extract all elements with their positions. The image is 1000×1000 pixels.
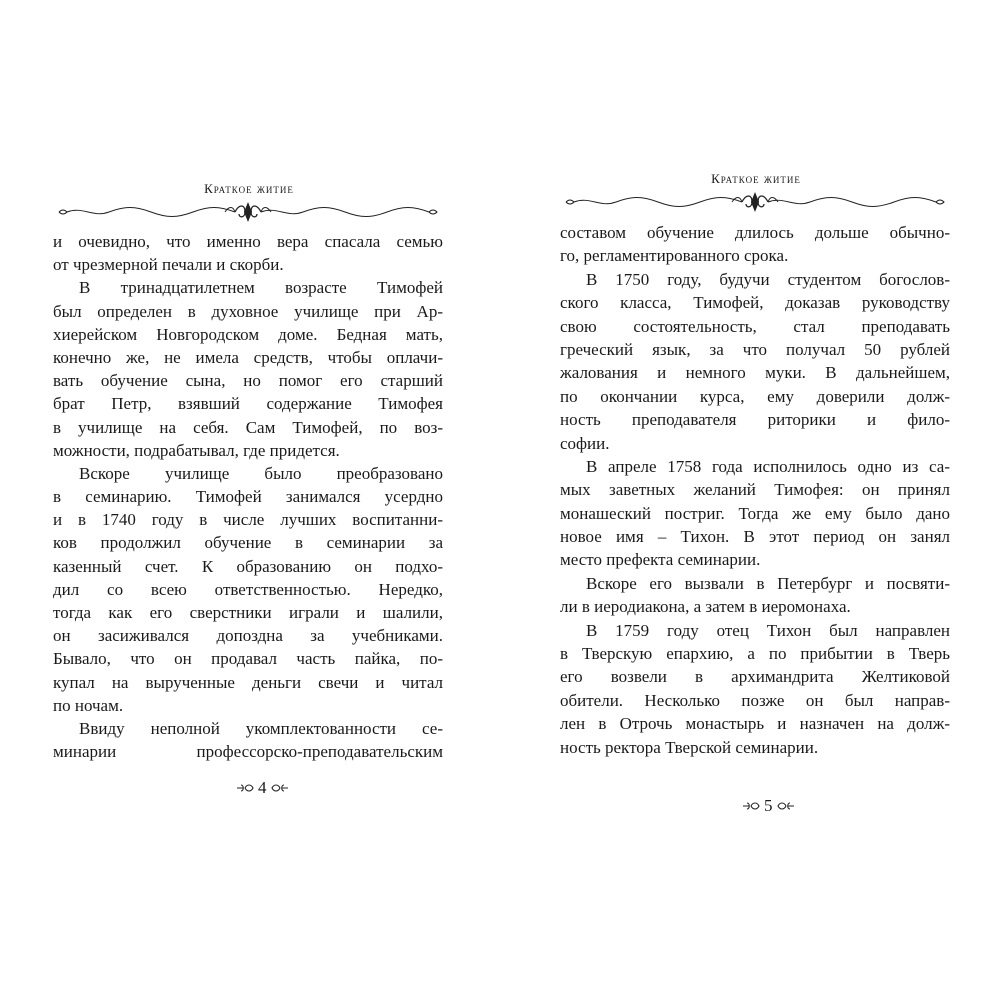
text-line: конечно же, не имела средств, чтобы оплачи- xyxy=(53,347,443,367)
text-line: софии. xyxy=(560,433,610,453)
text-line: обители. Несколько позже он был направ- xyxy=(560,690,950,710)
text-line: казенный счет. К образованию он подхо- xyxy=(53,556,443,576)
text-line: в училище на себя. Сам Тимофей, по воз- xyxy=(53,417,443,437)
text-line: брат Петр, взявший содержание Тимофея xyxy=(53,394,443,414)
page-number xyxy=(236,778,289,798)
text-line: и в 1740 году в числе лучших воспитанни- xyxy=(53,510,443,530)
text-line: ность ректора Тверской семинарии. xyxy=(560,737,819,757)
running-head: Краткое житие xyxy=(204,181,294,196)
text-line: Ввиду неполной укомплектованности се- xyxy=(79,718,443,738)
headband-ornament xyxy=(560,190,950,214)
text-line: в семинарию. Тимофей занимался усердно xyxy=(53,487,443,507)
text-line: в Тверскую епархию, а по прибытии в Тверь xyxy=(560,644,950,664)
running-head: Краткое житие xyxy=(711,171,801,186)
text-line: был определен в духовное училище при Ар- xyxy=(53,301,443,321)
body-text xyxy=(53,230,443,763)
text-line: от чрезмерной печали и скорби. xyxy=(53,255,284,275)
text-line: вать обучение сына, но помог его старший xyxy=(53,371,443,391)
text-line: можности, подрабатывал, где придется. xyxy=(53,440,340,460)
text-line: составом обучение длилось дольше обычно- xyxy=(560,223,950,242)
headband-ornament xyxy=(53,200,443,224)
page-number-value: 4 xyxy=(258,778,267,797)
text-line: В 1750 году, будучи студентом богослов- xyxy=(586,269,950,289)
text-line: ского класса, Тимофей, доказав руководству xyxy=(560,293,950,313)
folio-ornament-right-icon xyxy=(777,800,795,812)
text-line: ность преподавателя риторики и фило- xyxy=(560,410,950,430)
text-line: свою состоятельность, стал преподавать xyxy=(560,316,950,336)
text-line: по ночам. xyxy=(53,695,124,715)
left-page xyxy=(53,180,443,763)
text-line: он засиживался допоздна за учебниками. xyxy=(53,626,443,646)
text-line: Бывало, что он продавал часть пайка, по- xyxy=(53,649,443,669)
text-line: греческий язык, за что получал 50 рублей xyxy=(560,339,950,359)
text-line: Вскоре училище было преобразовано xyxy=(79,463,443,483)
text-line: и очевидно, что именно вера спасала семью xyxy=(53,232,443,251)
text-line: ков продолжил обучение в семинарии за xyxy=(53,533,443,553)
body-text xyxy=(560,221,950,759)
text-line: В тринадцатилетнем возрасте Тимофей xyxy=(79,278,443,298)
text-line: его возвели в архимандрита Желтиковой xyxy=(560,667,950,687)
text-line: В 1759 году отец Тихон был направлен xyxy=(586,620,950,640)
folio-ornament-left-icon xyxy=(742,800,760,812)
folio-ornament-left-icon xyxy=(236,782,254,794)
text-line: новое имя – Тихон. В этот период он занял xyxy=(560,527,950,547)
text-line: минарии профессорско-преподавательским xyxy=(53,742,443,762)
text-line: купал на вырученные деньги свечи и читал xyxy=(53,672,443,692)
text-line: Вскоре его вызвали в Петербург и посвяти- xyxy=(586,573,950,593)
text-line: В апреле 1758 года исполнилось одно из са- xyxy=(586,456,950,476)
text-line: го, регламентированного срока. xyxy=(560,246,789,266)
text-line: мых заветных желаний Тимофея: он принял xyxy=(560,480,950,500)
text-line: хиерейском Новгородском доме. Бедная мать, xyxy=(53,324,443,344)
page-number xyxy=(742,796,795,816)
text-line: ли в иеродиакона, а затем в иеромонаха. xyxy=(560,597,851,617)
right-page xyxy=(560,170,950,759)
page-number-value: 5 xyxy=(764,796,773,815)
text-line: жалования и немного муки. В дальнейшем, xyxy=(560,363,950,383)
folio-ornament-right-icon xyxy=(271,782,289,794)
text-line: лен в Отрочь монастырь и назначен на долж- xyxy=(560,714,950,734)
text-line: монашеский постриг. Тогда же ему было дано xyxy=(560,503,950,523)
text-line: место префекта семинарии. xyxy=(560,550,761,570)
text-line: дил со всею ответственностью. Нередко, xyxy=(53,579,443,599)
text-line: по окончании курса, ему доверили долж- xyxy=(560,386,950,406)
text-line: тогда как его сверстники играли и шалили, xyxy=(53,603,443,622)
